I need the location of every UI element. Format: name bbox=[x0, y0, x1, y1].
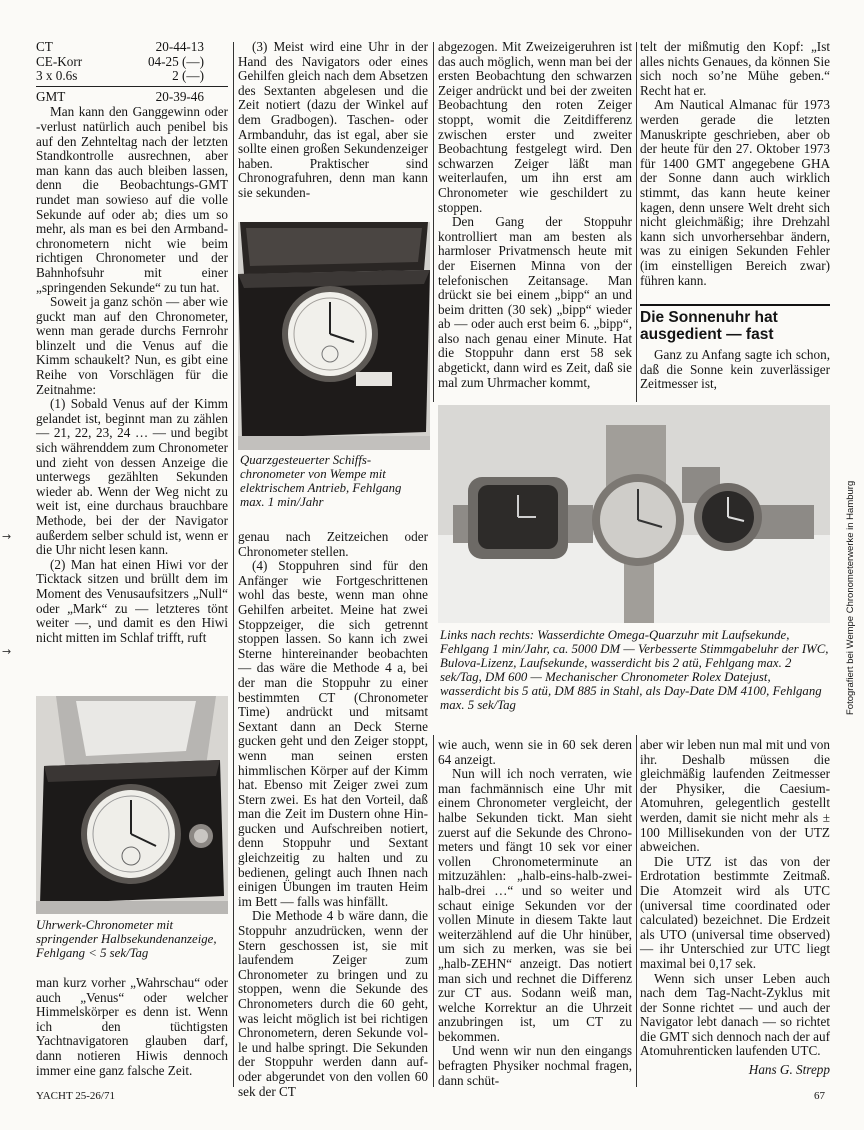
author-signature: Hans G. Strepp bbox=[748, 1062, 830, 1078]
column-2-continued bbox=[238, 530, 428, 1099]
table-label: GMT bbox=[36, 88, 66, 104]
margin-mark: → bbox=[2, 645, 12, 658]
column-rule bbox=[636, 42, 637, 402]
paragraph: Den Gang der Stoppuhr kontrolliert man am besten als harmloser Privatmensch heute mit der Eisernen Minna von der telefonischen Zeitansage. Man drückt sie bei einem „bipp“ an und beim dritten (30 sek) „bipp“ wieder ab — oder auch erst beim 6. „bipp“, also nach genau einer Minute. Hat die Stoppuhr dann erst 58 sek abgetickt, dann wird es Zeit, daß sie mal zum Uhrmacher kommt, bbox=[438, 214, 632, 390]
photo-credit: Fotografiert bei Wempe Chronometerwerke in Hamburg bbox=[845, 480, 856, 715]
paragraph: (1) Sobald Venus auf der Kimm gelandet ist, beginnt man zu zählen — 21, 22, 23, 24 … — und begibt sich währenddem zum Chronometer und zieht von dessen Anzeige die unterwegs gezählten Sekunden wieder ab. Wenn der Weg nicht zu weit ist, eine durchaus brauchbare Methode, bei der der Navigator außerdem selber schuld ist, wenn er die Uhr nicht lesen kann. bbox=[36, 396, 228, 558]
caption-watches: Links nach rechts: Wasserdichte Omega-Quarzuhr mit Laufsekunde, Fehlgang 1 min/Jahr, ca. 5000 DM — Verbesserte Stimmgabeluhr der IWC, Bulova-Lizenz, Laufsekunde, wasserdicht bis 2 atü, Fehlgang max. 2 sek/Tag, DM 600 — Mechanischer Chronometer Rolex Datejust, wasserdicht bis 5 atü, DM 885 in Stahl, als Day-Date DM 4100, Fehlgang max. 5 sek/Tag bbox=[440, 628, 829, 712]
column-rule bbox=[433, 735, 434, 1087]
paragraph: Die UTZ ist das von der Erdrotation bestimmte Zeitmaß. Die Atomzeit wird als UTC (universal time coordinated oder calculated) bezeichnet. Die Erdzeit als UTO (universal time observed) — ihr Unterschied zur UTC liegt maximal bei 0,17 sek. bbox=[640, 853, 830, 971]
paragraph: Wenn sich unser Leben auch nach dem Tag-Nacht-Zyklus mit der Sonne richtet — und auch der Navigator lebt danach — so richtet die GMT sich dennoch nach der auf Atomuhrenticken laufenden UTC. bbox=[640, 970, 830, 1059]
paragraph: (3) Meist wird eine Uhr in der Hand des Navigators oder eines Gehilfen gleich nach dem Absetzen des Sextanten abgelesen und die Zeit notiert (dazu der Winkel auf dem Gradbogen). Taschen- oder Armbanduhr, das ist egal, aber sie sollte einen großen Sekundenzeiger haben. Praktischer sind Chronografuhren, denn man kann sie sekunden- bbox=[238, 39, 428, 200]
paragraph: (2) Man hat einen Hiwi vor der Ticktack sitzen und brüllt dem im Moment des Venusaufsitzers „Null“ oder „Mark“ zu — letzteres tönt weiter —, und damit es den Hiwi nicht mitten im Schlaf trifft, ruft bbox=[36, 556, 228, 645]
page-number: 67 bbox=[814, 1090, 825, 1102]
paragraph: Und wenn wir nun den eingangs befragten Physiker nochmal fragen, dann schüt- bbox=[438, 1043, 632, 1088]
section-heading: Die Sonnenuhr hat ausgedient — fast bbox=[640, 304, 830, 343]
paragraph: aber wir leben nun mal mit und von ihr. Deshalb müssen die gleichmäßig laufenden Zeitmesser der Physiker, die Caesium-Atomuhren, gelegentlich gestellt werden, damit sie nicht mehr als ± 100 Millisekunden von der UTZ abweichen. bbox=[640, 737, 830, 855]
table-value: 20-44-13 bbox=[155, 39, 204, 54]
paragraph: wie auch, wenn sie in 60 sek deren 64 anzeigt. bbox=[438, 737, 632, 767]
table-value: 04-25 (—) bbox=[147, 53, 204, 69]
column-4-continued bbox=[640, 348, 830, 392]
time-table-total bbox=[36, 90, 228, 105]
table-value: 20-39-46 bbox=[155, 88, 204, 104]
column-1 bbox=[36, 40, 228, 645]
column-1-continued bbox=[36, 976, 228, 1078]
column-rule bbox=[233, 42, 234, 1087]
time-table bbox=[36, 40, 228, 84]
paragraph: telt der mißmutig den Kopf: „Ist alles nichts Genaues, da können Sie sich noch so’ne Mühe geben.“ Recht hat er. bbox=[640, 39, 830, 98]
table-label: CE-Korr bbox=[36, 53, 83, 69]
paragraph: Am Nautical Almanac für 1973 werden gerade die letzten Manuskripte geschrieben, aber ob der heute für den 27. Oktober 1973 für 1400 GMT angegebene GHA der Sonne dann auch wirklich stimmt, das kann heute keiner kagen, denn unsere Welt dreht sich nicht gleichmäßig; ihre Drehzahl kann sich unvorhersehbar ändern, was zu einigen Sekunden Fehler (im einstelligen Bereich zwar) führen kann. bbox=[640, 97, 830, 288]
caption-quartz: Quarzgesteuerter Schiffschronometer von Wempe mit elektrischem Antrieb, Fehlgang max. 1 min/Jahr bbox=[240, 453, 402, 509]
table-rule bbox=[36, 86, 228, 87]
column-3-continued bbox=[438, 738, 632, 1088]
column-2 bbox=[238, 40, 428, 201]
paragraph: genau nach Zeitzeichen oder Chronometer stellen. bbox=[238, 529, 428, 559]
paragraph: Nun will ich noch verraten, wie man fachmännisch eine Uhr mit einem Chronometer vergleicht, der halbe Sekunden tickt. Man sieht zuerst auf die Sekunde des Chronometers und fängt 10 sek vor einer vollen Chronometerminute an mitzuzählen: „halb-eins-halb-zwei-halb-drei …“ und so weiter und schaut einige Sekunden vor der vollen Minute in diesem Takte laut weiterzählend auf die Uhr hinüber, um sich zu merken, was sie bei „halb-ZEHN“ anzeigt. Das notiert man sich und rechnet die Differenz zur CT aus. Sodann weiß man, welche Korrektur an die Uhrzeit anzubringen ist, um CT zu bekommen. bbox=[438, 766, 632, 1044]
paragraph: Soweit ja ganz schön — aber wie guckt man auf den Chronometer, wenn man gerade durchs Fernrohr blinzelt und die Venus auf die Kimm schaukelt? Nun, es gibt eine Reihe von Vorschlägen für die Zeitnahme: bbox=[36, 294, 228, 397]
mechanical-chronometer-photo bbox=[36, 696, 228, 914]
column-4 bbox=[640, 40, 830, 288]
table-label: CT bbox=[36, 39, 53, 54]
quartz-chronometer-photo bbox=[238, 222, 430, 450]
paragraph: man kurz vorher „Wahrschau“ oder auch „Venus“ oder welcher Himmelskörper es denn ist. Wenn ich den tüchtigsten Yachtnavigatoren glauben darf, dann notieren Hiwis dennoch immer eine ganz falsche Zeit. bbox=[36, 975, 228, 1078]
table-value: 2 (—) bbox=[172, 68, 204, 84]
table-row bbox=[36, 55, 228, 70]
paragraph: Die Methode 4 b wäre dann, die Stoppuhr anzudrücken, wenn der Stern geschossen ist, sie mit laufendem Zeiger zum Chronometer zu bringen und zu stoppen, wenn die Sekunde des Chronometers durch die 60 geht, was leicht möglich ist bei richtigen Chronometern, deren Sekunde volle und halbe springt. Die Sekunden der Stoppuhr werden dann auf- oder abgerundet von den vollen 60 sek der CT bbox=[238, 908, 428, 1099]
paragraph: (4) Stoppuhren sind für den Anfänger wie Fortgeschrittenen wohl das beste, wenn man ohne Gehilfen arbeitet. Meine hat zwei Stoppzeiger, die sich getrennt stoppen lassen. So kann ich zwei Sterne hintereinander beobachten — das wäre die Methode 4 a, bei der man die Stoppuhr zu einer bestimmten CT (Chronometer Time) andrückt und mitsamt Sextant dann an Deck Sterne gucken geht und den Zeiger stoppt, wenn man seinen ersten himmlischen Körper auf der Kimm hat. Ebenso mit Zeiger zwei zum Stern zwei. Es hat den Vorteil, daß man die Zeit im Dustern ohne Hingucken und Aufschreiben notiert, denn Stoppuhr und Sextant gleichzeitig zu halten und zu bedienen, gelingt auch Ihnen nach einigen Übungen im trauten Heim im Bett — falls was hinfällt. bbox=[238, 558, 428, 909]
column-rule bbox=[636, 735, 637, 1087]
margin-mark: → bbox=[2, 530, 12, 543]
column-3 bbox=[438, 40, 632, 390]
table-row bbox=[36, 40, 228, 55]
column-1-text bbox=[36, 105, 228, 645]
paragraph: Man kann den Ganggewinn oder -verlust natürlich auch penibel bis auf den Zehnteltag nach der letzten Standkontrolle ausrechnen, aber man kann das auch bleiben lassen, denn die Beobachtungs-GMT rundet man sowieso auf die volle Sekunde auf oder ab; dies um so mehr, als man es bei den Armbandchronometern nicht wie beim richtigen Chronometer und der Bahnhofsuhr mit einer „springenden Sekunde“ zu tun hat. bbox=[36, 104, 228, 295]
column-rule bbox=[433, 42, 434, 402]
paragraph: Ganz zu Anfang sagte ich schon, daß die Sonne kein zuverlässiger Zeitmesser ist, bbox=[640, 347, 830, 392]
table-row bbox=[36, 90, 228, 105]
caption-mechanical: Uhrwerk-Chronometer mit springender Halbsekundenanzeige, Fehlgang < 5 sek/Tag bbox=[36, 918, 217, 960]
table-row bbox=[36, 69, 228, 84]
wristwatches-photo bbox=[438, 405, 830, 623]
footer-issue: YACHT 25-26/71 bbox=[36, 1090, 115, 1102]
paragraph: abgezogen. Mit Zweizeigeruhren ist das auch möglich, wenn man bei der ersten Beobachtung den schwarzen Zeiger andrückt und bei der zweiten Beobachtung den roten Zeiger stoppt, womit die Zeitdifferenz zwischen erster und zweiter Beobachtung festgelegt wird. Den schwarzen Zeiger läßt man weiterlaufen, um ihn erst am Chronometer wie geschildert zu stoppen. bbox=[438, 39, 632, 215]
table-label: 3 x 0.6s bbox=[36, 68, 78, 84]
column-4-bottom bbox=[640, 738, 830, 1078]
